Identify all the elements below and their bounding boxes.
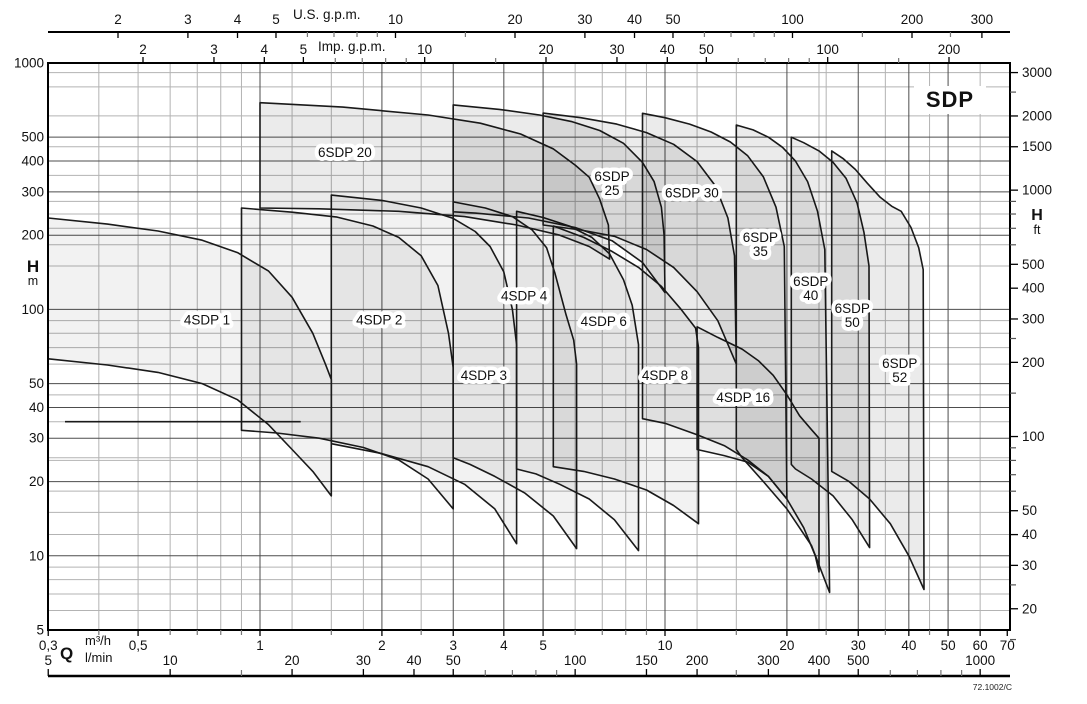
lmin-tick-label: 300 [757,653,780,668]
h-ft-tick-label: 400 [1022,280,1045,296]
h-ft-tick-label: 100 [1022,429,1045,445]
axis-us-gpm [48,12,1010,38]
h-ft-tick-label: 20 [1022,601,1038,617]
h-ft-tick-label: 3000 [1022,65,1053,81]
pump-label-4sdp-2: 4SDP 2 [356,312,403,328]
imp-gpm-tick-label: 30 [609,42,625,57]
pump-label-6sdp-35: 6SDP 35 [742,230,779,260]
page-title: SDP [914,86,986,114]
pump-label-6sdp-25: 6SDP 25 [594,168,630,198]
h-m-tick-label: 10 [28,548,44,564]
imp-gpm-axis-label: Imp. g.p.m. [318,39,386,54]
lmin-tick-label: 100 [563,653,587,668]
h-m-tick-label: 5 [36,622,44,638]
lmin-tick-label: 1000 [965,653,996,668]
lmin-tick-label: 40 [406,653,422,668]
head-m-axis-label [20,258,46,287]
h-m-tick-label: 1000 [13,55,44,71]
h-m-tick-label: 50 [28,376,44,392]
h-ft-tick-label: 40 [1022,527,1038,543]
doc-code: 72.1002/C [972,682,1012,692]
h-m-tick-label: 500 [21,129,44,145]
pump-label-6sdp-20: 6SDP 20 [317,145,372,161]
flow-symbol: Q [60,644,74,663]
h-ft-tick-label: 200 [1022,354,1045,370]
us-gpm-tick-label: 20 [507,12,523,27]
us-gpm-tick-label: 2 [114,12,122,27]
m3h-tick-label: 3 [449,638,457,653]
pump-label-4sdp-6: 4SDP 6 [580,313,627,329]
h-m-tick-label: 200 [21,227,44,243]
imp-gpm-tick-label: 3 [210,42,218,57]
imp-gpm-tick-label: 20 [538,42,554,57]
imp-gpm-tick-label: 2 [139,42,147,57]
m3h-tick-label: 10 [657,638,673,653]
imp-gpm-tick-label: 4 [260,42,269,57]
m3h-tick-label: 0,3 [38,638,58,653]
flow-unit-lmin: l/min [85,650,113,665]
pump-label-4sdp-8: 4SDP 8 [641,367,689,383]
head-unit-m: m [27,274,39,288]
imp-gpm-tick-label: 40 [659,42,675,57]
h-m-tick-label: 300 [21,184,44,200]
lmin-tick-label: 200 [685,653,709,668]
axis-q-m3h [39,630,1015,653]
h-m-tick-label: 20 [28,474,44,490]
h-ft-tick-label: 1000 [1022,182,1053,198]
h-ft-tick-label: 300 [1022,311,1045,327]
m3h-tick-label: 50 [940,638,956,653]
imp-gpm-tick-label: 200 [937,42,961,57]
head-ft-axis-label [1024,208,1050,236]
m3h-tick-label: 2 [378,638,386,653]
axis-q-lmin [44,653,1010,676]
lmin-tick-label: 400 [807,653,831,668]
m3h-tick-label: 40 [901,638,917,653]
h-ft-tick-label: 50 [1022,503,1038,519]
m3h-tick-label: 20 [779,638,795,653]
us-gpm-tick-label: 3 [184,12,192,27]
m3h-tick-label: 30 [850,638,866,653]
axis-h-ft [1010,65,1052,639]
pump-label-4sdp-16: 4SDP 16 [716,389,771,405]
lmin-tick-label: 50 [445,653,461,668]
lmin-tick-label: 5 [44,653,52,668]
head-unit-ft: ft [1033,223,1041,237]
pump-label-6sdp-50: 6SDP 50 [834,301,870,331]
imp-gpm-tick-label: 100 [816,42,839,57]
h-m-tick-label: 100 [21,301,44,317]
lmin-tick-label: 20 [284,653,300,668]
us-gpm-tick-label: 50 [665,12,681,27]
m3h-tick-label: 60 [972,638,988,653]
h-m-tick-label: 30 [28,430,44,446]
pump-label-6sdp-52: 6SDP 52 [882,355,918,385]
us-gpm-tick-label: 10 [387,12,404,27]
pump-envelopes [48,103,924,593]
m3h-tick-label: 0,5 [128,638,148,653]
pump-label-4sdp-3: 4SDP 3 [460,367,507,383]
imp-gpm-tick-label: 50 [698,42,714,57]
m3h-tick-label: 5 [539,638,547,653]
us-gpm-axis-label: U.S. g.p.m. [293,7,361,22]
h-ft-tick-label: 30 [1022,557,1038,573]
m3h-tick-label: 70 [999,638,1015,653]
us-gpm-tick-label: 30 [577,12,593,27]
us-gpm-tick-label: 100 [781,12,804,27]
us-gpm-tick-label: 300 [970,12,994,27]
lmin-tick-label: 10 [162,653,178,668]
lmin-tick-label: 500 [846,653,870,668]
h-ft-tick-label: 500 [1022,256,1045,272]
head-symbol-left: H [26,257,40,276]
h-ft-tick-label: 2000 [1022,108,1053,124]
head-symbol-right: H [1031,207,1043,224]
us-gpm-tick-label: 5 [272,12,280,27]
axis-h-m [14,56,44,638]
imp-gpm-tick-label: 10 [417,42,433,57]
m3h-tick-label: 1 [256,638,264,653]
lmin-tick-label: 30 [355,653,371,668]
h-m-tick-label: 400 [21,153,44,169]
pump-label-4sdp-1: 4SDP 1 [183,312,231,328]
m3h-tick-label: 4 [500,638,508,653]
pump-label-6sdp-30: 6SDP 30 [664,185,719,201]
us-gpm-tick-label: 40 [626,12,643,27]
us-gpm-tick-label: 4 [233,12,242,27]
h-m-tick-label: 40 [28,399,44,415]
pump-label-6sdp-40: 6SDP 40 [793,274,829,304]
axis-imp-gpm [139,42,960,63]
flow-unit-m3h: m³/h [85,633,111,648]
us-gpm-tick-label: 200 [900,12,924,27]
h-ft-tick-label: 1500 [1022,139,1053,155]
imp-gpm-tick-label: 5 [299,42,308,57]
lmin-tick-label: 150 [635,653,658,668]
pump-label-4sdp-4: 4SDP 4 [501,288,548,304]
